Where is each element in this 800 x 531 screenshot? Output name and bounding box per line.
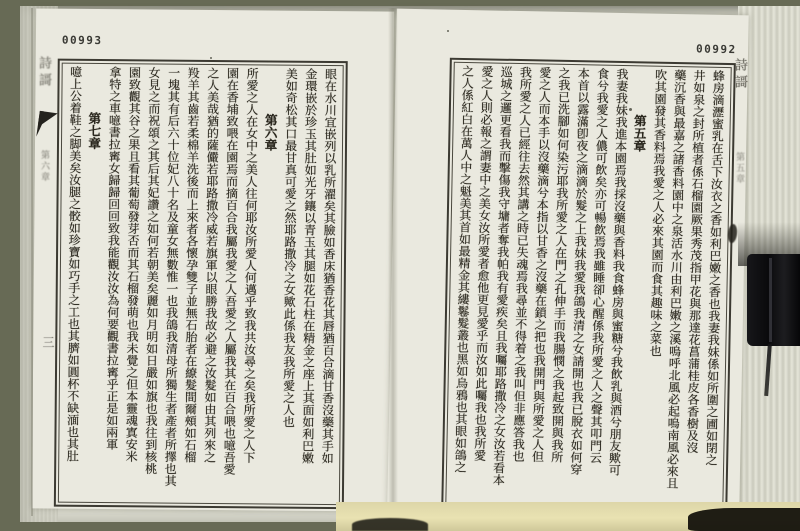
text-column: 噫上公着鞋之脚美矣汝腿之骹如珍寶如巧手之工也其臍如圓杯不缺湎也其肚 (65, 65, 83, 462)
fore-edge-chapter-left: 第六章 (39, 150, 49, 183)
chapter-heading-column: 第五章 (631, 114, 648, 152)
text-column: 我妻我妹我進本園焉我採沒藥與香料我食蜂房與蜜糖兮我飲乳與酒兮朋友歟可 (607, 67, 630, 477)
text-column: 拿特之車噫書拉寗女歸歸回回致我能觀汝汝為何要觀書拉寗乎正是如兩軍 (104, 66, 122, 451)
dust-speck (629, 108, 632, 111)
text-column: 巡城之邏更看我而擊傷我守墉者奪我帕我有愛疾矣且我囑耶路撒冷之女汝若看本 (491, 65, 514, 486)
text-column: 之我已洗腳如何染污耶我所愛之人在門之孔伸手而我腸憫之我起致開與我所 (549, 66, 572, 463)
fore-edge-title-left: 詩謌 (36, 56, 51, 90)
left-page-columns (58, 63, 344, 505)
text-column: 美如奇松其口最甘真可愛之然耶路撒冷之女歟此係我友我所愛之人也 (281, 67, 299, 428)
fore-edge-title-right: 詩謌 (732, 58, 747, 92)
ink-mark-left-edge (36, 111, 57, 139)
binding-gutter-crease (388, 8, 398, 514)
text-column: 女見之而祝頌之其后其妃讚之如何若朝美矣麗如月明如日嚴如旗也我往到核桃 (143, 66, 162, 475)
text-column: 金環嵌於珍玉其肚如光牙鑲以青玉其腿如花石柱在精金之座上其面如利巴嫩 (300, 67, 318, 464)
fore-edge-folio-left: 三 (41, 336, 55, 348)
text-column: 之人美哉猶的薩儼若耶路撒冷威若旗軍以眼勝我故必避之汝髮如由其列來之 (202, 66, 220, 464)
text-column: 蜂房滴瀝蜜乳在舌下汝衣之香如利巴嫩之香也我妻我妹係如所圍之圃如閉之 (703, 69, 726, 466)
archive-stamp-right: 00992 (695, 42, 737, 57)
text-column: 愛之人而本手以沒藥滴兮本指以甘香之沒藥在鎖之把也我開門與所愛之人但 (530, 66, 552, 463)
text-column: 愛之人則必報之謂妻中之美女汝所愛者愈他更見愛乎而汝如此囑我也我所愛 (472, 65, 495, 462)
dust-speck (210, 57, 212, 59)
left-page (32, 8, 394, 511)
dust-speck (447, 30, 449, 32)
chapter-heading-column: 第七章 (86, 111, 102, 150)
right-page (387, 9, 748, 514)
text-column: 羖羊其齒若柔棉羊洗後而上來者各懷孕雙子並無石胎者在繚髮間爾頰如石榴 (182, 66, 201, 463)
binder-clip-highlight (769, 258, 772, 342)
text-column: 吹其園發其香料焉我愛之人必來其園而食其趣味之菜也 (648, 68, 668, 357)
archive-stamp-left: 00993 (61, 33, 103, 48)
text-column: 食兮我愛之人儂可飲矣亦可暢飲焉我雖睡卻心醒係我所愛之人之聲其叩門云 (588, 67, 610, 464)
right-page-text-frame (441, 58, 736, 513)
left-page-fold-line (31, 8, 33, 516)
text-column: 本首以露滿卽夜之滴滴於髮之上我妹我愛我鴿我清之女請開也我已脫衣如何穿 (568, 67, 591, 476)
text-column: 藥沉香與最嘉之諸香料園中之泉活水川由利巴嫩之溪嗚呼北風必起嗚南風必來且 (664, 68, 687, 490)
binder-clip (747, 254, 800, 346)
right-page-columns (445, 62, 731, 509)
left-page-text-frame (54, 59, 348, 510)
text-column: 我所愛之人已經往去然其講之時已失魂焉我尋並不得着之我叫但非應答我也 (511, 66, 533, 463)
text-column: 之人係紅白在萬人中之魁美其首如最精金其縷鬈髮叢也黑如烏鴉也其眼如鴿之 (452, 64, 475, 474)
bottom-right-dark-object (688, 508, 800, 531)
text-column: 所愛之人在女中之美人往何耶汝所愛人何邁乎致我共汝尋之矣我所愛之人下 (241, 67, 260, 464)
text-column: 井如泉之封所植者係石榴園厥果秀茂指甲花與那達花菖蒲桂皮各香樹及沒 (684, 69, 707, 454)
bottom-shadow-mark (352, 518, 428, 531)
fore-edge-chapter-right: 第五章 (734, 152, 744, 185)
chapter-heading-column: 第六章 (263, 113, 279, 152)
text-column: 園致觀其谷之果且看其葡萄發芽否而其石榴發萌也我未覺之但本靈魂寘安米 (124, 66, 142, 463)
text-column: 園在香埔致喂在園焉而摘百合我屬我愛之人吾愛之人屬我其在百合喂也噫吾愛 (221, 67, 240, 476)
text-column: 眼在水川宜嵌列以乳所濯矣其臉如香床猶香花其唇猶百合滴甘香沒藥其手如 (320, 67, 338, 465)
text-column: 一塊其有后六十位妃八十名及童女無數惟一也我鴿我清母所獨生者產者所擇也其 (163, 66, 181, 487)
